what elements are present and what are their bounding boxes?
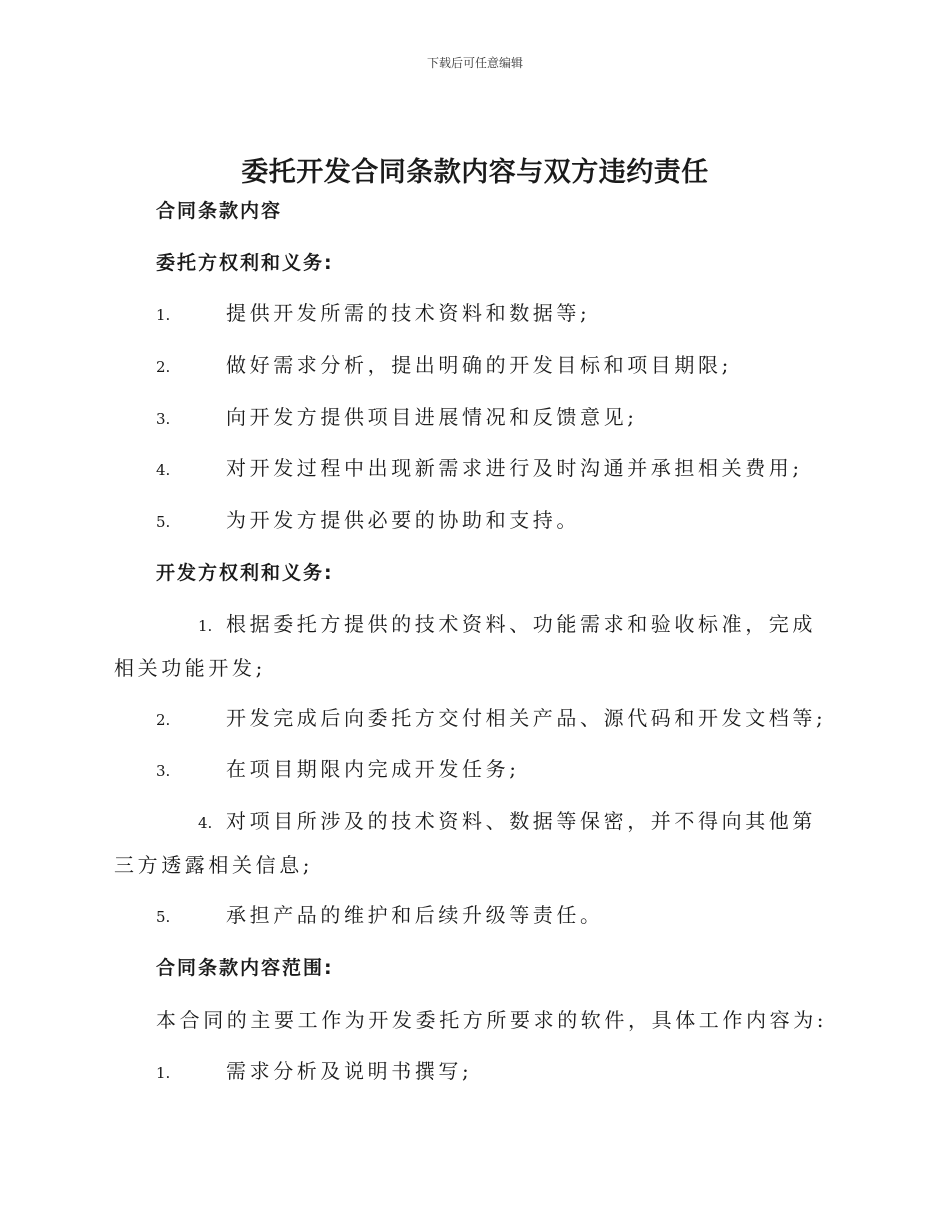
item-number: 1. — [156, 306, 171, 324]
item-text: 需求分析及说明书撰写; — [226, 1059, 473, 1083]
item-number: 1. — [156, 1064, 171, 1082]
scope-heading: 合同条款内容范围: — [156, 957, 334, 979]
developer-heading: 开发方权利和义务: — [156, 562, 334, 584]
item-number: 3. — [156, 762, 171, 780]
item-text: 向开发方提供项目进展情况和反馈意见; — [226, 405, 638, 429]
list-item — [156, 1050, 836, 1094]
item-number: 2. — [156, 358, 171, 376]
item-number: 4. — [198, 814, 213, 832]
item-text: 提供开发所需的技术资料和数据等; — [226, 301, 591, 325]
list-item — [156, 499, 836, 543]
item-text: 根据委托方提供的技术资料、功能需求和验收标准，完成相关功能开发; — [114, 612, 816, 680]
list-item — [156, 396, 836, 440]
item-text: 对开发过程中出现新需求进行及时沟通并承担相关费用; — [226, 456, 803, 480]
list-item — [156, 894, 836, 938]
item-number: 4. — [156, 461, 171, 479]
list-item — [156, 344, 836, 388]
item-text: 对项目所涉及的技术资料、数据等保密，并不得向其他第三方透露相关信息; — [114, 809, 816, 877]
item-text: 在项目期限内完成开发任务; — [226, 757, 520, 781]
scope-intro: 本合同的主要工作为开发委托方所要求的软件，具体工作内容为: — [156, 1008, 828, 1032]
item-number: 3. — [156, 410, 171, 428]
client-heading: 委托方权利和义务: — [156, 252, 334, 274]
item-number: 5. — [156, 513, 171, 531]
item-number: 1. — [198, 617, 213, 635]
item-number: 2. — [156, 711, 171, 729]
item-text: 做好需求分析，提出明确的开发目标和项目期限; — [226, 353, 732, 377]
item-number: 5. — [156, 908, 171, 926]
list-item — [156, 748, 836, 792]
list-item — [156, 292, 836, 336]
item-text: 为开发方提供必要的协助和支持。 — [226, 508, 580, 532]
section-heading: 合同条款内容 — [156, 200, 283, 222]
list-item — [156, 697, 836, 741]
list-item — [114, 603, 836, 689]
header-note: 下载后可任意编辑 — [426, 56, 523, 70]
list-item — [114, 800, 836, 886]
item-text: 开发完成后向委托方交付相关产品、源代码和开发文档等; — [226, 706, 827, 730]
list-item — [156, 447, 836, 491]
item-text: 承担产品的维护和后续升级等责任。 — [226, 903, 604, 927]
document-title: 委托开发合同条款内容与双方违约责任 — [241, 157, 709, 188]
